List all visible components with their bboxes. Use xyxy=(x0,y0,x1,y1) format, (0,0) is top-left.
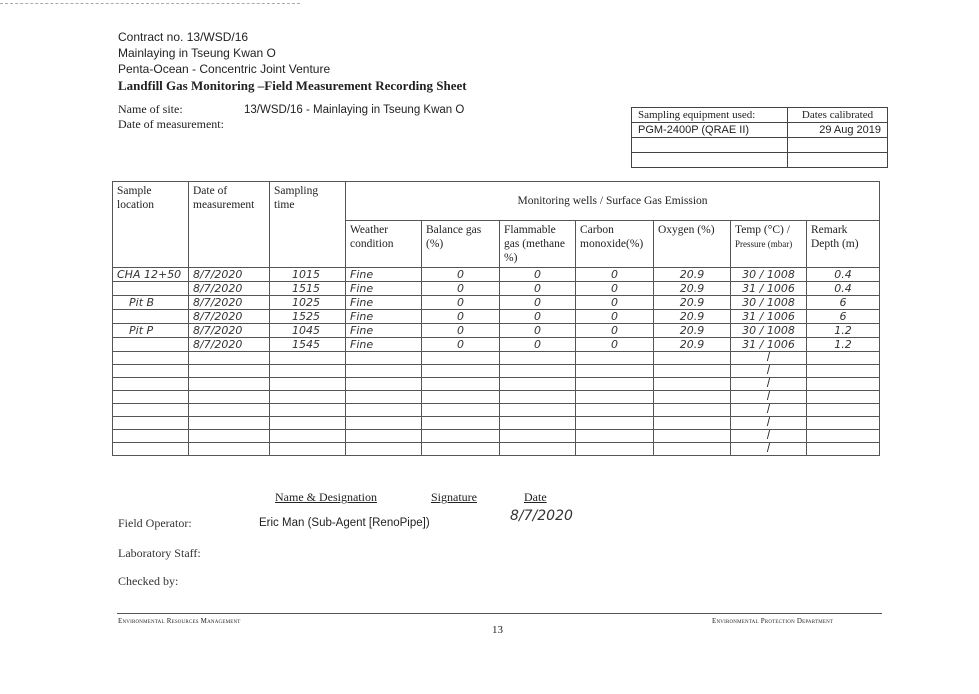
cell-weather: Fine xyxy=(346,268,422,282)
empty-row xyxy=(113,365,880,378)
header-pressure: Pressure (mbar) xyxy=(735,239,793,249)
header-temp: Temp (°C) / xyxy=(735,224,790,236)
cell-oxygen: 20.9 xyxy=(654,296,731,310)
calibration-blank-cell xyxy=(788,138,888,153)
cell-carbon: 0 xyxy=(576,282,654,296)
cell-balance: 0 xyxy=(422,282,500,296)
signature-heading: Signature xyxy=(431,490,477,504)
site-name-label: Name of site: xyxy=(118,102,183,116)
cell-temp-pressure: 30 / 1008 xyxy=(731,296,807,310)
table-row xyxy=(113,268,880,282)
table-row xyxy=(113,338,880,352)
cell-oxygen: 20.9 xyxy=(654,338,731,352)
cell-time: 1515 xyxy=(270,282,346,296)
field-operator-label: Field Operator: xyxy=(118,516,192,530)
cell-balance: 0 xyxy=(422,296,500,310)
header-weather: Weather condition xyxy=(346,221,422,268)
cell-time: 1545 xyxy=(270,338,346,352)
header-flammable-gas: Flammable gas (methane %) xyxy=(500,221,576,268)
name-designation-heading: Name & Designation xyxy=(275,490,377,504)
calibration-header: Dates calibrated xyxy=(788,108,888,123)
cell-weather: Fine xyxy=(346,282,422,296)
cell-flammable: 0 xyxy=(500,282,576,296)
empty-row xyxy=(113,404,880,417)
measurement-table xyxy=(112,181,880,456)
date-heading: Date xyxy=(524,490,547,504)
site-name-value: 13/WSD/16 - Mainlaying in Tseung Kwan O xyxy=(244,104,465,116)
cell-location: CHA 12+50 xyxy=(113,268,189,282)
cell-flammable: 0 xyxy=(500,338,576,352)
header-sample-location: Sample location xyxy=(113,182,189,268)
cell-time: 1015 xyxy=(270,268,346,282)
header-date-of-measurement: Date of measurement xyxy=(189,182,270,268)
empty-row xyxy=(113,430,880,443)
empty-row xyxy=(113,443,880,456)
cell-remark: 1.2 xyxy=(807,324,880,338)
cell-oxygen: 20.9 xyxy=(654,268,731,282)
cell-oxygen: 20.9 xyxy=(654,310,731,324)
cell-remark: 6 xyxy=(807,310,880,324)
table-row xyxy=(113,296,880,310)
cell-flammable: 0 xyxy=(500,296,576,310)
footer-left: Environmental Resources Management xyxy=(118,617,241,625)
cell-weather: Fine xyxy=(346,296,422,310)
cell-balance: 0 xyxy=(422,338,500,352)
equipment-blank-cell xyxy=(632,138,788,153)
empty-row xyxy=(113,378,880,391)
cell-remark: 0.4 xyxy=(807,268,880,282)
empty-slash: / xyxy=(731,417,807,430)
cell-carbon: 0 xyxy=(576,338,654,352)
table-row xyxy=(113,282,880,296)
cell-balance: 0 xyxy=(422,324,500,338)
cell-balance: 0 xyxy=(422,310,500,324)
header-remark-depth: Remark Depth (m) xyxy=(807,221,880,268)
cell-temp-pressure: 31 / 1006 xyxy=(731,338,807,352)
cell-carbon: 0 xyxy=(576,268,654,282)
table-row xyxy=(113,324,880,338)
cell-carbon: 0 xyxy=(576,324,654,338)
cell-balance: 0 xyxy=(422,268,500,282)
empty-row xyxy=(113,352,880,365)
sheet-title: Landfill Gas Monitoring –Field Measurement Recording Sheet xyxy=(118,78,467,93)
table-row xyxy=(113,310,880,324)
header-oxygen: Oxygen (%) xyxy=(654,221,731,268)
cell-time: 1525 xyxy=(270,310,346,324)
cell-temp-pressure: 31 / 1006 xyxy=(731,310,807,324)
cell-location: Pit P xyxy=(113,324,189,338)
header-carbon-monoxide: Carbon monoxide(%) xyxy=(576,221,654,268)
header-balance-gas: Balance gas (%) xyxy=(422,221,500,268)
calibration-date: 29 Aug 2019 xyxy=(788,123,888,138)
footer-right: Environmental Protection Department xyxy=(712,617,834,625)
cell-date: 8/7/2020 xyxy=(189,338,270,352)
cell-remark: 0.4 xyxy=(807,282,880,296)
header-monitoring-group: Monitoring wells / Surface Gas Emission xyxy=(346,182,880,221)
empty-slash: / xyxy=(731,378,807,391)
contract-number: Contract no. 13/WSD/16 xyxy=(118,30,249,44)
cell-location xyxy=(113,338,189,352)
top-edge-line xyxy=(0,3,300,5)
footer-rule xyxy=(117,613,882,614)
cell-time: 1025 xyxy=(270,296,346,310)
project-name: Mainlaying in Tseung Kwan O xyxy=(118,46,276,60)
field-operator-date: 8/7/2020 xyxy=(510,508,573,524)
header-sampling-time: Sampling time xyxy=(270,182,346,268)
cell-temp-pressure: 30 / 1008 xyxy=(731,268,807,282)
empty-slash: / xyxy=(731,430,807,443)
cell-oxygen: 20.9 xyxy=(654,324,731,338)
cell-location xyxy=(113,310,189,324)
empty-slash: / xyxy=(731,443,807,456)
empty-slash: / xyxy=(731,391,807,404)
checked-by-label: Checked by: xyxy=(118,574,179,588)
joint-venture: Penta-Ocean - Concentric Joint Venture xyxy=(118,62,331,76)
field-operator-name: Eric Man (Sub-Agent [RenoPipe]) xyxy=(259,517,430,529)
empty-row xyxy=(113,391,880,404)
cell-carbon: 0 xyxy=(576,296,654,310)
cell-weather: Fine xyxy=(346,310,422,324)
cell-oxygen: 20.9 xyxy=(654,282,731,296)
cell-date: 8/7/2020 xyxy=(189,296,270,310)
cell-flammable: 0 xyxy=(500,324,576,338)
page-number: 13 xyxy=(492,624,503,636)
cell-time: 1045 xyxy=(270,324,346,338)
equipment-blank-cell xyxy=(632,153,788,168)
lab-staff-label: Laboratory Staff: xyxy=(118,546,201,560)
cell-date: 8/7/2020 xyxy=(189,282,270,296)
cell-carbon: 0 xyxy=(576,310,654,324)
empty-slash: / xyxy=(731,352,807,365)
cell-temp-pressure: 31 / 1006 xyxy=(731,282,807,296)
empty-slash: / xyxy=(731,365,807,378)
equipment-table xyxy=(631,107,888,168)
calibration-blank-cell xyxy=(788,153,888,168)
cell-temp-pressure: 30 / 1008 xyxy=(731,324,807,338)
cell-date: 8/7/2020 xyxy=(189,310,270,324)
cell-remark: 6 xyxy=(807,296,880,310)
empty-row xyxy=(113,417,880,430)
equipment-name: PGM-2400P (QRAE II) xyxy=(632,123,788,138)
measurement-date-label: Date of measurement: xyxy=(118,117,224,131)
cell-weather: Fine xyxy=(346,324,422,338)
header-temp-pressure xyxy=(731,221,807,268)
cell-weather: Fine xyxy=(346,338,422,352)
equipment-header: Sampling equipment used: xyxy=(632,108,788,123)
cell-location: Pit B xyxy=(113,296,189,310)
cell-flammable: 0 xyxy=(500,268,576,282)
cell-remark: 1.2 xyxy=(807,338,880,352)
cell-location xyxy=(113,282,189,296)
cell-date: 8/7/2020 xyxy=(189,268,270,282)
cell-date: 8/7/2020 xyxy=(189,324,270,338)
cell-flammable: 0 xyxy=(500,310,576,324)
empty-slash: / xyxy=(731,404,807,417)
